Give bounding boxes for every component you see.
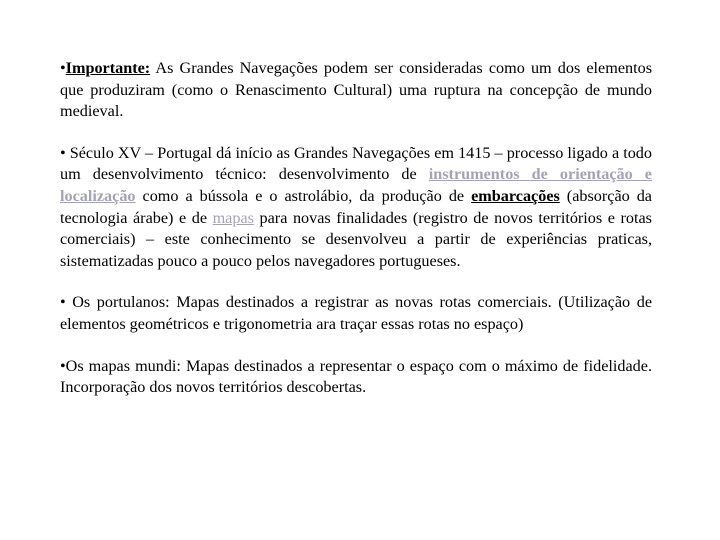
bullet: • xyxy=(60,59,66,77)
link-instrumentos-orientacao[interactable]: instrumentos de orientação e localização xyxy=(60,165,652,205)
paragraph-mapas-mundi: •Os mapas mundi: Mapas destinados a representar o espaço com o máximo de fidelidade. Incorporação dos novos territórios descobertas. xyxy=(60,356,652,397)
importante-label: Importante: xyxy=(65,59,151,77)
paragraph-portulanos: • Os portulanos: Mapas destinados a registrar as novas rotas comerciais. (Utilização de elementos geométricos e trigonometria ara traçar essas rotas no espaço) xyxy=(60,293,652,333)
paragraph-importante xyxy=(60,58,652,123)
paragraph-seculo-xv xyxy=(60,143,652,273)
slide-body xyxy=(60,58,652,399)
paragraph-text: para novas finalidades (registro de novos territórios e rotas comerciais) – este conhecimento se desenvolveu a partir de experiências praticas, sistematizadas pouco a pouco pelos navegadores portugueses. xyxy=(60,208,652,270)
paragraph-text: As Grandes Navegações podem ser consideradas como um dos elementos que produziram (como o Renascimento Cultural) uma ruptura na concepção de mundo medieval. xyxy=(60,59,652,121)
paragraph-text: • Século XV – Portugal dá início as Grandes Navegações em 1415 – processo ligado a todo um desenvolvimento técnico: desenvolvimento de xyxy=(60,143,652,184)
embarcacoes-term: embarcações xyxy=(471,186,560,205)
paragraph-text: como a bússola e o astrolábio, da produção de xyxy=(135,186,472,205)
paragraph-text: (absorção da tecnologia árabe) e de xyxy=(60,186,652,227)
link-mapas[interactable]: mapas xyxy=(212,208,254,227)
